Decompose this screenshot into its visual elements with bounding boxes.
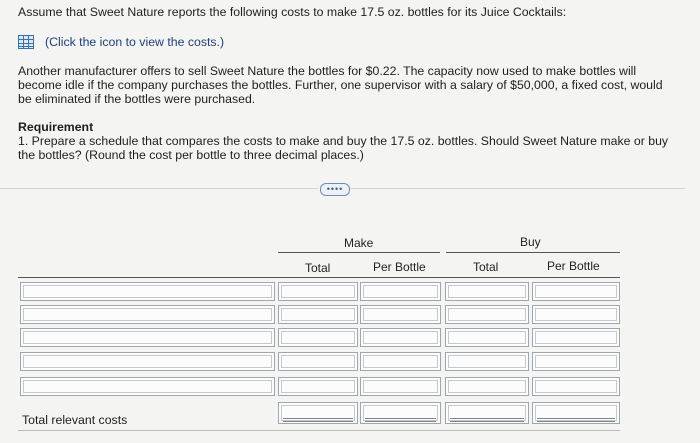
row-5-make-per-bottle-input[interactable] xyxy=(360,377,441,396)
row-4-make-per-bottle-input[interactable] xyxy=(360,352,441,371)
row-1-label-input[interactable] xyxy=(20,282,275,301)
table-icon[interactable] xyxy=(18,35,34,49)
table-bottom-rule xyxy=(18,430,620,431)
total-make-total-input[interactable] xyxy=(278,402,358,424)
row-4-buy-total-input[interactable] xyxy=(445,352,529,371)
row-2-make-total-input[interactable] xyxy=(278,305,358,324)
row-3-make-total-input[interactable] xyxy=(278,328,358,347)
paragraph-line-2: become idle if the company purchases the bottles. Further, one supervisor with a salary of $50,000, a fixed cost, would xyxy=(18,78,663,92)
make-header: Make xyxy=(344,236,374,250)
divider-right xyxy=(350,188,685,189)
view-costs-link[interactable]: (Click the icon to view the costs.) xyxy=(45,35,225,49)
total-buy-total-input[interactable] xyxy=(445,402,529,424)
requirement-title: Requirement xyxy=(18,120,94,134)
row-3-buy-total-input[interactable] xyxy=(445,328,529,347)
intro-text: Assume that Sweet Nature reports the following costs to make 17.5 oz. bottles for its Juice Cocktails: xyxy=(18,5,567,19)
requirement-line-2: the bottles? (Round the cost per bottle to three decimal places.) xyxy=(18,148,364,162)
row-2-label-input[interactable] xyxy=(20,305,275,324)
paragraph-line-1: Another manufacturer offers to sell Sweet Nature the bottles for $0.22. The capacity now used to make bottles will xyxy=(18,64,637,78)
total-relevant-costs-label: Total relevant costs xyxy=(22,413,128,427)
buy-per-bottle-header: Per Bottle xyxy=(547,259,600,273)
make-per-bottle-header: Per Bottle xyxy=(373,260,426,274)
row-2-buy-total-input[interactable] xyxy=(445,305,529,324)
buy-header: Buy xyxy=(520,235,541,249)
more-button[interactable]: •••• xyxy=(320,183,350,196)
row-3-make-per-bottle-input[interactable] xyxy=(360,328,441,347)
row-4-label-input[interactable] xyxy=(20,352,275,371)
total-buy-per-bottle-input[interactable] xyxy=(532,402,620,424)
make-total-header: Total xyxy=(305,261,331,275)
make-header-underline xyxy=(278,252,440,253)
row-4-make-total-input[interactable] xyxy=(278,352,358,371)
row-1-buy-total-input[interactable] xyxy=(445,282,529,301)
requirement-line-1: 1. Prepare a schedule that compares the costs to make and buy the 17.5 oz. bottles. Should Sweet Nature make or buy xyxy=(18,134,669,148)
paragraph-line-3: be eliminated if the bottles were purchased. xyxy=(18,92,256,106)
row-1-buy-per-bottle-input[interactable] xyxy=(532,282,620,301)
row-2-buy-per-bottle-input[interactable] xyxy=(532,305,620,324)
row-1-make-per-bottle-input[interactable] xyxy=(360,282,441,301)
buy-header-underline xyxy=(446,252,620,253)
row-5-buy-per-bottle-input[interactable] xyxy=(532,377,620,396)
total-make-per-bottle-input[interactable] xyxy=(360,402,441,424)
row-3-buy-per-bottle-input[interactable] xyxy=(532,328,620,347)
table-header-rule xyxy=(18,277,620,278)
row-5-buy-total-input[interactable] xyxy=(445,377,529,396)
row-5-label-input[interactable] xyxy=(20,377,275,396)
row-5-make-total-input[interactable] xyxy=(278,377,358,396)
buy-total-header: Total xyxy=(473,260,499,274)
divider-left xyxy=(0,188,318,189)
row-1-make-total-input[interactable] xyxy=(278,282,358,301)
row-4-buy-per-bottle-input[interactable] xyxy=(532,352,620,371)
row-3-label-input[interactable] xyxy=(20,328,275,347)
row-2-make-per-bottle-input[interactable] xyxy=(360,305,441,324)
